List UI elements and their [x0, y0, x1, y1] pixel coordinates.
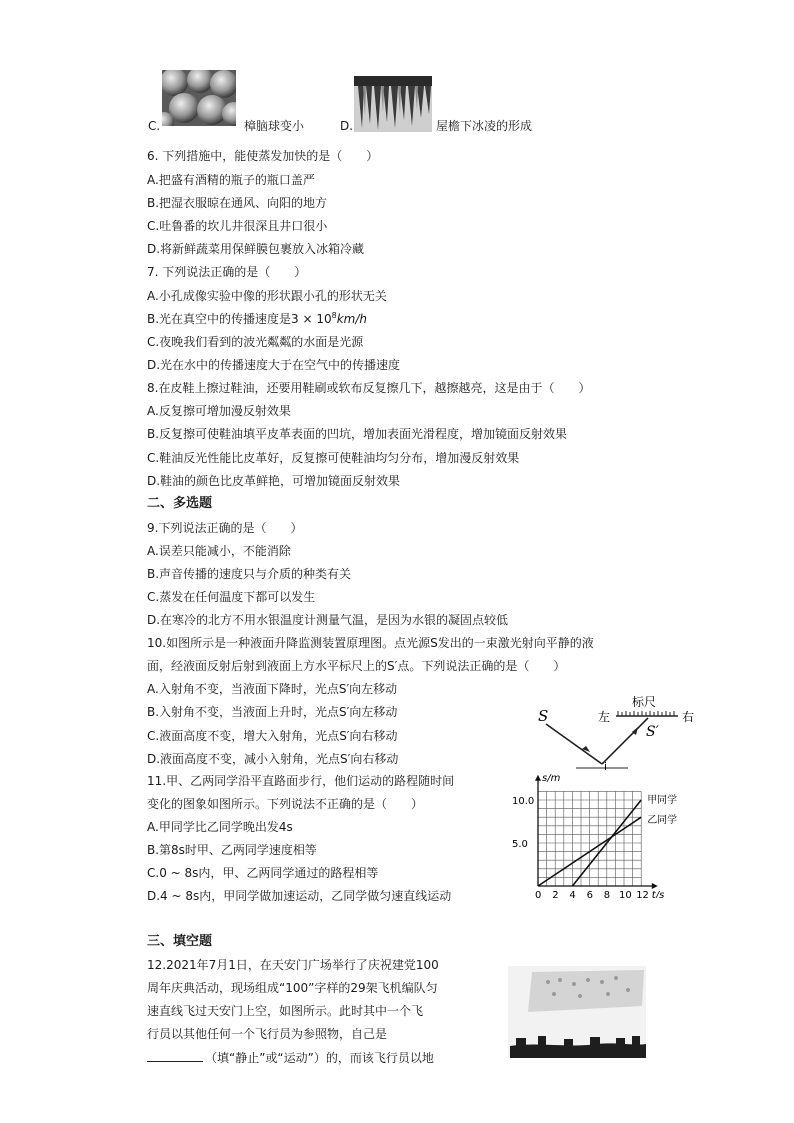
q6-option-d: D.将新鲜蔬菜用保鲜膜包裹放入冰箱冷藏 — [147, 242, 365, 256]
x-tick-label: 12 — [636, 890, 649, 898]
y-axis-label: s/m — [542, 772, 561, 784]
x-tick-label: 0 — [535, 890, 542, 898]
q12-line1: 12.2021年7月1日，在天安门广场举行了庆祝建党100 — [147, 958, 439, 972]
series-legend-label: 甲同学 — [647, 795, 678, 806]
ruler-right-label: 右 — [682, 710, 695, 724]
q11-stem-line1: 11.甲、乙两同学沿平直路面步行，他们运动的路程随时间 — [147, 774, 455, 788]
x-tick-label: 10 — [619, 890, 632, 898]
section-multiple-choice-heading: 二、多选题 — [147, 496, 213, 511]
q8-option-d: D.鞋油的颜色比皮革鲜艳，可增加镜面反射效果 — [147, 474, 401, 488]
q8-option-b: B.反复擦可使鞋油填平皮革表面的凹坑，增加表面光滑程度，增加镜面反射效果 — [147, 427, 568, 441]
q7-option-d: D.光在水中的传播速度大于在空气中的传播速度 — [147, 358, 401, 372]
x-tick-label: 6 — [586, 890, 593, 898]
q7-stem: 7. 下列说法正确的是（ ） — [147, 265, 307, 279]
q9-option-a: A.误差只能减小，不能消除 — [147, 544, 291, 558]
q10-option-b: B.入射角不变，当液面上升时，光点S′向左移动 — [147, 705, 398, 719]
q7-option-b: B.光在真空中的传播速度是$3 \times 10^8km/h$ — [147, 311, 368, 326]
ruler-label: 标尺 — [632, 695, 657, 709]
y-tick-label: 5.0 — [512, 839, 528, 850]
mothball-photo — [162, 70, 236, 126]
option-c-letter: C. — [148, 119, 161, 133]
y-axis-arrow — [535, 775, 541, 781]
x-tick-label: 8 — [603, 890, 611, 898]
y-tick-label: 10.0 — [512, 796, 535, 807]
q12-line4: 行员以其他任何一个飞行员为参照物，自己是 — [147, 1027, 388, 1041]
aircraft-formation-photo — [508, 966, 646, 1058]
option-d-caption: 屋檐下冰凌的形成 — [436, 119, 533, 133]
q6-stem: 6. 下列措施中，能使蒸发加快的是（ ） — [147, 149, 379, 163]
answer-blank[interactable] — [147, 1049, 203, 1062]
surface-mark: i — [604, 760, 608, 772]
q10-stem-line2: 面，经液面反射后射到液面上方水平标尺上的S′点。下列说法正确的是（ ） — [147, 659, 566, 673]
icicle-photo — [354, 76, 432, 132]
q8-stem: 8.在皮鞋上擦过鞋油，还要用鞋刷或软布反复擦几下，越擦越亮，这是由于（ ） — [147, 381, 591, 395]
option-d-letter: D. — [340, 119, 354, 133]
q7-option-a: A.小孔成像实验中像的形状跟小孔的形状无关 — [147, 289, 387, 303]
incident-ray — [546, 724, 602, 764]
section-fill-blank-heading: 三、填空题 — [147, 934, 213, 949]
ruler-left-label: 左 — [598, 710, 611, 724]
q9-option-d: D.在寒冷的北方不用水银温度计测量气温，是因为水银的凝固点较低 — [147, 613, 509, 627]
q11-stem-line2: 变化的图象如图所示。下列说法不正确的是（ ） — [147, 797, 424, 811]
q6-option-b: B.把湿衣服晾在通风、向阳的地方 — [147, 196, 328, 210]
series-legend-label: 乙同学 — [647, 815, 678, 827]
point-source-label: S — [538, 707, 549, 725]
q6-option-a: A.把盛有酒精的瓶子的瓶口盖严 — [147, 173, 315, 187]
q12-line3: 速直线飞过天安门上空，如图所示。此时其中一个飞 — [147, 1004, 424, 1018]
x-axis-label: t/s — [651, 890, 665, 898]
q9-stem: 9.下列说法正确的是（ ） — [147, 521, 303, 535]
q8-option-a: A.反复擦可增加漫反射效果 — [147, 404, 291, 418]
distance-time-chart — [508, 768, 678, 898]
q10-option-c: C.液面高度不变，增大入射角，光点S′向右移动 — [147, 729, 398, 743]
q11-option-d: D.4 ~ 8s内，甲同学做加速运动，乙同学做匀速直线运动 — [147, 889, 452, 903]
image-point-label: S′ — [646, 724, 659, 740]
q6-option-c: C.吐鲁番的坎儿井很深且井口很小 — [147, 219, 328, 233]
q10-option-a: A.入射角不变，当液面下降时，光点S′向左移动 — [147, 682, 398, 696]
q11-option-b: B.第8s时甲、乙两同学速度相等 — [147, 843, 317, 857]
q12-line5: （填“静止”或“运动”）的，而该飞行员以地 — [147, 1049, 434, 1066]
q10-option-d: D.液面高度不变，减小入射角，光点S′向右移动 — [147, 752, 399, 766]
reflection-diagram — [520, 690, 710, 772]
q9-option-b: B.声音传播的速度只与介质的种类有关 — [147, 567, 352, 581]
q8-option-c: C.鞋油反光性能比皮革好，反复擦可使鞋油均匀分布，增加漫反射效果 — [147, 451, 520, 465]
x-axis-arrow — [652, 883, 658, 889]
q11-option-a: A.甲同学比乙同学晚出发4s — [147, 820, 293, 834]
q7-option-c: C.夜晚我们看到的波光粼粼的水面是光源 — [147, 335, 364, 349]
x-tick-label: 4 — [569, 890, 576, 898]
q10-stem-line1: 10.如图所示是一种液面升降监测装置原理图。点光源S发出的一束激光射向平静的液 — [147, 636, 594, 650]
q12-line2: 周年庆典活动，现场组成“100”字样的29架飞机编队匀 — [147, 981, 438, 995]
q11-option-c: C.0 ~ 8s内，甲、乙两同学通过的路程相等 — [147, 866, 379, 880]
option-c-caption: 樟脑球变小 — [244, 119, 305, 133]
q9-option-c: C.蒸发在任何温度下都可以发生 — [147, 590, 316, 604]
reflected-ray — [602, 718, 648, 764]
x-tick-label: 2 — [552, 890, 559, 898]
